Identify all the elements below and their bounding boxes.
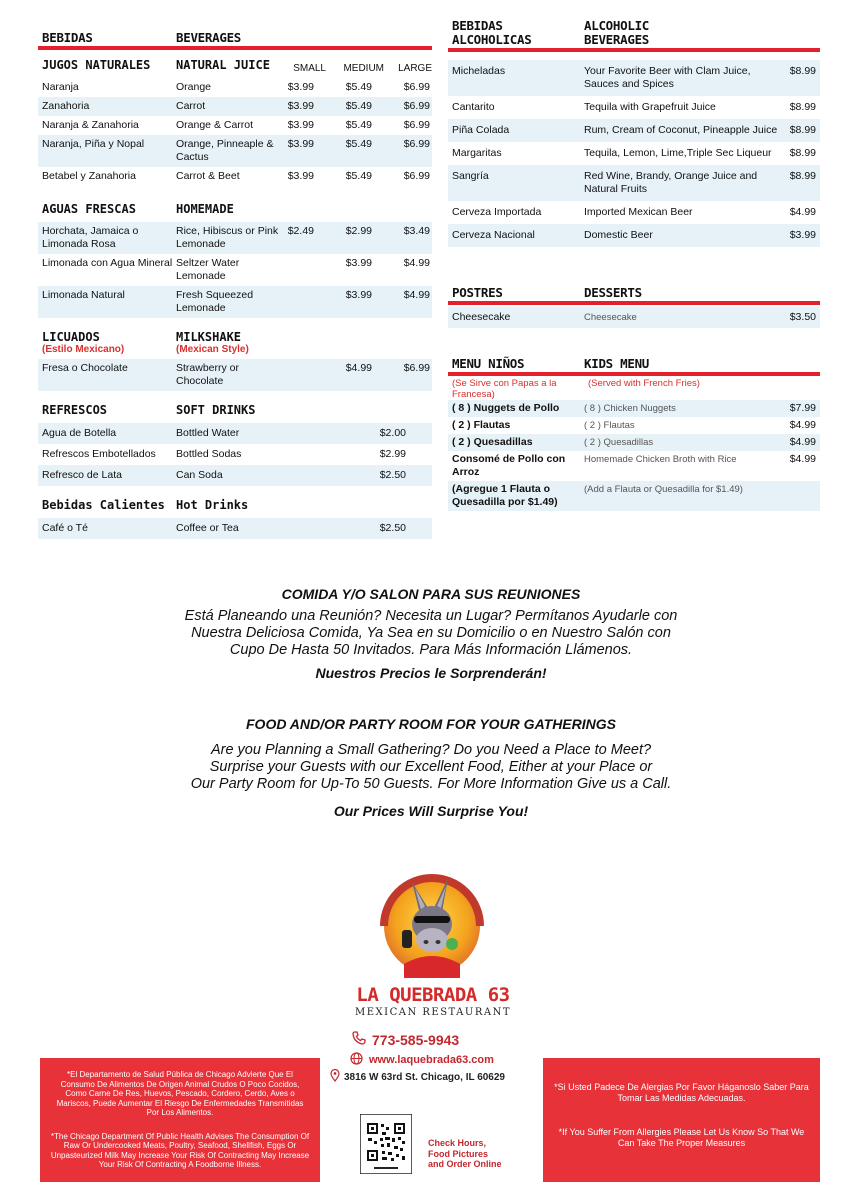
price-medium: $2.99 — [345, 225, 372, 237]
size-small: SMALL — [293, 63, 326, 74]
allergy-notice-es: *Si Usted Padece De Alergias Por Favor Háganoslo Saber Para Tomar Las Medidas Adecuadas. — [554, 1082, 809, 1103]
menu-row — [448, 224, 820, 247]
item-name-en: Bottled Sodas — [176, 448, 242, 460]
aguas-title-en: HOMEMADE — [176, 202, 234, 216]
licuados-sub-en: (Mexican Style) — [176, 344, 249, 355]
price-medium: $4.99 — [345, 362, 372, 374]
item-name-en: Fresh Squeezed Lemonade — [176, 289, 254, 314]
right-column — [448, 14, 820, 521]
item-name-es: Cheesecake — [452, 311, 511, 323]
web-contact[interactable] — [350, 1052, 494, 1068]
licuados-list — [38, 359, 432, 391]
price-small: $3.99 — [287, 100, 314, 112]
health-notice-panel — [40, 1058, 320, 1182]
promo-spanish — [0, 586, 862, 681]
item-name-en: Imported Mexican Beer — [584, 206, 693, 218]
allergy-notice-en: *If You Suffer From Allergies Please Let Us Know So That We Can Take The Proper Measures — [558, 1127, 805, 1148]
price-large: $6.99 — [403, 119, 430, 131]
refrescos-list — [38, 423, 432, 486]
menu-row — [38, 135, 432, 167]
postres-title-en: DESSERTS — [584, 285, 642, 300]
promo-english — [0, 716, 862, 819]
address-contact — [330, 1069, 505, 1085]
item-name-es: Margaritas — [452, 147, 502, 159]
postres-section — [448, 287, 820, 328]
item-price: $8.99 — [789, 170, 816, 182]
item-name-en: Strawberry or Chocolate — [176, 362, 240, 387]
item-name-en: Orange & Carrot — [176, 119, 254, 131]
qr-caption-line: and Order Online — [428, 1159, 502, 1169]
promo-tag-en: Our Prices Will Surprise You! — [333, 803, 529, 819]
item-price: $4.99 — [789, 436, 816, 448]
aguas-section — [38, 200, 432, 318]
promo-title-en: FOOD AND/OR PARTY ROOM FOR YOUR GATHERINGS — [246, 716, 616, 732]
item-name-en: ( 8 ) Chicken Nuggets — [584, 403, 676, 414]
price-small: $3.99 — [287, 81, 314, 93]
licuados-section — [38, 328, 432, 391]
menu-row — [38, 222, 432, 254]
item-name-en: Rum, Cream of Coconut, Pineapple Juice — [584, 124, 778, 136]
price-medium: $5.49 — [345, 81, 372, 93]
menu-row — [38, 116, 432, 135]
refrescos-title-en: SOFT DRINKS — [176, 403, 256, 417]
price-medium: $5.49 — [345, 138, 372, 150]
item-name-es: Fresa o Chocolate — [42, 362, 128, 374]
promo-line: Are you Planning a Small Gathering? Do you Need a Place to Meet? — [210, 742, 652, 758]
location-pin-icon — [330, 1069, 340, 1085]
bebidas-section — [38, 30, 432, 50]
item-name-es: Sangría — [452, 170, 489, 182]
item-price: $2.99 — [379, 448, 406, 460]
item-name-en: Carrot — [176, 100, 206, 112]
item-name-es: ( 2 ) Quesadillas — [452, 436, 533, 448]
promo-line: Surprise your Guests with our Excellent Food, Either at your Place or — [209, 759, 653, 775]
ninos-sub-en: (Served with French Fries) — [588, 378, 700, 389]
promo-title-es: COMIDA Y/O SALON PARA SUS REUNIONES — [281, 586, 581, 602]
licuados-header — [38, 328, 432, 344]
item-price: $4.99 — [789, 206, 816, 218]
phone-number: 773-585-9943 — [372, 1031, 460, 1048]
item-name-es: Limonada con Agua Mineral — [42, 257, 173, 269]
item-name-es: ( 8 ) Nuggets de Pollo — [452, 402, 560, 414]
refrescos-section — [38, 401, 432, 486]
item-name-en: Seltzer Water Lemonade — [176, 257, 240, 282]
item-price: $8.99 — [789, 65, 816, 77]
price-large: $6.99 — [403, 170, 430, 182]
item-name-en: Red Wine, Brandy, Orange Juice and Natural Fruits — [584, 170, 758, 195]
item-name-en: Domestic Beer — [584, 229, 653, 241]
licuados-subheader — [38, 344, 432, 359]
postres-header — [448, 287, 820, 305]
beverages-column — [38, 30, 432, 549]
allergy-notice-panel — [543, 1058, 820, 1182]
menu-row — [38, 518, 432, 539]
item-price: $4.99 — [789, 419, 816, 431]
jugos-section — [38, 56, 432, 186]
website-link: www.laquebrada63.com — [369, 1054, 494, 1066]
promo-line: Our Party Room for Up-To 50 Guests. For More Information Give us a Call. — [190, 776, 672, 792]
aguas-header — [38, 200, 432, 222]
item-name-en: ( 2 ) Flautas — [584, 420, 635, 431]
jugos-title-es: JUGOS NATURALES — [42, 58, 151, 72]
item-name-es: Cerveza Importada — [452, 206, 542, 218]
health-notice-en: *The Chicago Department Of Public Health Advises The Consumption Of Raw Or Undercooked Meats, Poultry, Seafood, Shellfish, Eggs Or Unpasteurized Milk May Increase Your Risk Of Contracting May Increase Your Risk Of Contracting A Foodborne Illness. — [50, 1131, 310, 1169]
alcohol-header — [448, 14, 820, 52]
item-name-en: Tequila, Lemon, Lime,Triple Sec Liqueur — [584, 147, 772, 159]
item-name-en: Rice, Hibiscus or Pink Lemonade — [176, 225, 279, 250]
jugos-header — [38, 56, 432, 78]
item-name-es: Piña Colada — [452, 124, 510, 136]
price-large: $6.99 — [403, 138, 430, 150]
price-large: $6.99 — [403, 100, 430, 112]
menu-row — [448, 165, 820, 201]
price-medium: $3.99 — [345, 289, 372, 301]
item-name-en: Your Favorite Beer with Clam Juice, Sauces and Spices — [584, 65, 751, 90]
menu-row — [448, 417, 820, 434]
item-price: $7.99 — [789, 402, 816, 414]
postres-list — [448, 307, 820, 328]
alcohol-title-en: ALCOHOLIC BEVERAGES — [584, 18, 650, 47]
jugos-title-en: NATURAL JUICE — [176, 58, 270, 72]
item-price: $4.99 — [789, 453, 816, 465]
aguas-title-es: AGUAS FRESCAS — [42, 202, 136, 216]
item-name-es: Micheladas — [452, 65, 506, 77]
item-price: $3.50 — [789, 311, 816, 323]
price-large: $6.99 — [403, 362, 430, 374]
licuados-title-es: LICUADOS — [42, 330, 100, 344]
item-price: $3.99 — [789, 229, 816, 241]
menu-row — [38, 254, 432, 286]
menu-row — [38, 167, 432, 186]
ninos-title-en: KIDS MENU — [584, 356, 650, 371]
calientes-list — [38, 518, 432, 539]
postres-title-es: POSTRES — [452, 285, 503, 300]
item-name-en: Coffee or Tea — [176, 522, 239, 534]
menu-row — [448, 400, 820, 417]
menu-row — [448, 307, 820, 328]
item-name-es: Cantarito — [452, 101, 495, 113]
item-price: $2.50 — [379, 522, 406, 534]
menu-row — [448, 60, 820, 96]
item-name-es: Naranja — [42, 81, 79, 93]
item-name-es: Refrescos Embotellados — [42, 448, 156, 460]
jugos-list — [38, 78, 432, 186]
promo-tag-es: Nuestros Precios le Sorprenderán! — [315, 665, 547, 681]
menu-row — [38, 97, 432, 116]
item-name-en: Can Soda — [176, 469, 223, 481]
item-name-es: Betabel y Zanahoria — [42, 170, 136, 182]
item-name-en: Tequila with Grapefruit Juice — [584, 101, 716, 113]
item-name-es: Consomé de Pollo con Arroz — [452, 453, 566, 478]
price-large: $3.49 — [403, 225, 430, 237]
menu-row — [38, 465, 432, 486]
promo-line: Está Planeando una Reunión? Necesita un Lugar? Permítanos Ayudarle con — [184, 608, 678, 624]
menu-row — [38, 286, 432, 318]
licuados-title-en: MILKSHAKE — [176, 330, 242, 344]
item-price: $8.99 — [789, 101, 816, 113]
price-medium: $5.49 — [345, 119, 372, 131]
item-name-es: Zanahoria — [42, 100, 90, 112]
price-medium: $3.99 — [345, 257, 372, 269]
price-small: $3.99 — [287, 138, 314, 150]
item-name-es: Café o Té — [42, 522, 88, 534]
price-medium: $5.49 — [345, 100, 372, 112]
alcohol-title-es: BEBIDAS ALCOHOLICAS — [452, 18, 532, 47]
price-small: $3.99 — [287, 119, 314, 131]
calientes-title-en: Hot Drinks — [176, 498, 249, 512]
refrescos-title-es: REFRESCOS — [42, 403, 108, 417]
menu-row — [38, 359, 432, 391]
item-name-es: Limonada Natural — [42, 289, 125, 301]
item-price: $2.00 — [379, 427, 406, 439]
menu-row — [448, 201, 820, 224]
menu-row — [448, 451, 820, 481]
menu-row — [448, 119, 820, 142]
ninos-subheader — [448, 376, 820, 400]
item-name-en: ( 2 ) Quesadillas — [584, 437, 654, 448]
health-notice-es: *El Departamento de Salud Pública de Chicago Advierte Que El Consumo De Alimentos De Origen Animal Crudos O Poco Cocidos, Como Carne De Res, Huevos, Pescado, Cordero, Cerdo, Aves o Mariscos, Puede Aumentar El Riesgo De Enfermedades Transmitidas Por Los Alimentos. — [56, 1070, 304, 1117]
licuados-sub-es: (Estilo Mexicano) — [42, 344, 125, 355]
item-price: $8.99 — [789, 124, 816, 136]
phone-icon — [352, 1031, 366, 1048]
bebidas-header — [38, 30, 432, 50]
qr-code[interactable] — [360, 1114, 412, 1174]
ninos-list — [448, 400, 820, 511]
item-price: $2.50 — [379, 469, 406, 481]
alcohol-list — [448, 60, 820, 247]
bebidas-title-en: BEVERAGES — [176, 30, 242, 45]
item-name-es: Refresco de Lata — [42, 469, 122, 481]
bebidas-title-es: BEBIDAS — [42, 30, 93, 45]
menu-row — [38, 423, 432, 444]
item-name-en: Orange — [176, 81, 212, 93]
menu-row — [448, 434, 820, 451]
qr-caption-line: Food Pictures — [428, 1148, 489, 1159]
menu-row — [38, 78, 432, 97]
item-name-en: (Add a Flauta or Quesadilla for $1.49) — [584, 484, 743, 495]
item-name-es: ( 2 ) Flautas — [452, 419, 511, 431]
price-small: $2.49 — [287, 225, 314, 237]
promo-line: Nuestra Deliciosa Comida, Ya Sea en su Domicilio o en Nuestro Salón con — [191, 625, 671, 641]
price-small: $3.99 — [287, 170, 314, 182]
globe-icon — [350, 1052, 363, 1068]
donkey-logo — [374, 868, 490, 984]
price-large: $4.99 — [403, 289, 430, 301]
item-name-en: Cheesecake — [584, 312, 637, 323]
item-price: $8.99 — [789, 147, 816, 159]
item-name-en: Homemade Chicken Broth with Rice — [584, 454, 737, 465]
ninos-section — [448, 358, 820, 511]
brand-name: LA QUEBRADA 63 — [356, 984, 510, 1006]
menu-row — [448, 481, 820, 511]
price-large: $4.99 — [403, 257, 430, 269]
calientes-section — [38, 496, 432, 539]
ninos-title-es: MENU NIÑOS — [452, 356, 525, 371]
phone-contact[interactable] — [352, 1031, 459, 1048]
price-large: $6.99 — [403, 81, 430, 93]
qr-caption-line: Check Hours, — [428, 1138, 487, 1148]
size-large: LARGE — [398, 63, 432, 74]
address-text: 3816 W 63rd St. Chicago, IL 60629 — [344, 1071, 505, 1083]
ninos-sub-es: (Se Sirve con Papas a la Francesa) — [452, 378, 557, 400]
menu-row — [38, 444, 432, 465]
item-name-es: Horchata, Jamaica o Limonada Rosa — [42, 225, 139, 250]
item-name-en: Bottled Water — [176, 427, 240, 439]
item-name-es: Cerveza Nacional — [452, 229, 535, 241]
item-name-es: Agua de Botella — [42, 427, 117, 439]
alcohol-section — [448, 14, 820, 247]
calientes-header — [38, 496, 432, 518]
price-medium: $5.49 — [345, 170, 372, 182]
calientes-title-es: Bebidas Calientes — [42, 498, 165, 512]
aguas-list — [38, 222, 432, 318]
qr-caption — [428, 1138, 502, 1170]
refrescos-header — [38, 401, 432, 423]
promo-line: Cupo De Hasta 50 Invitados. Para Más Información Llámenos. — [229, 642, 633, 658]
size-medium: MEDIUM — [343, 63, 384, 74]
item-name-en: Carrot & Beet — [176, 170, 240, 182]
brand-block — [330, 984, 536, 1018]
menu-row — [448, 142, 820, 165]
item-name-en: Orange, Pinneaple & Cactus — [176, 138, 274, 163]
item-name-es: Naranja & Zanahoria — [42, 119, 139, 131]
item-name-es: Naranja, Piña y Nopal — [42, 138, 145, 150]
ninos-header — [448, 358, 820, 376]
brand-subtitle: MEXICAN RESTAURANT — [354, 1007, 512, 1018]
menu-row — [448, 96, 820, 119]
item-name-es: (Agregue 1 Flauta o Quesadilla por $1.49) — [452, 483, 558, 508]
